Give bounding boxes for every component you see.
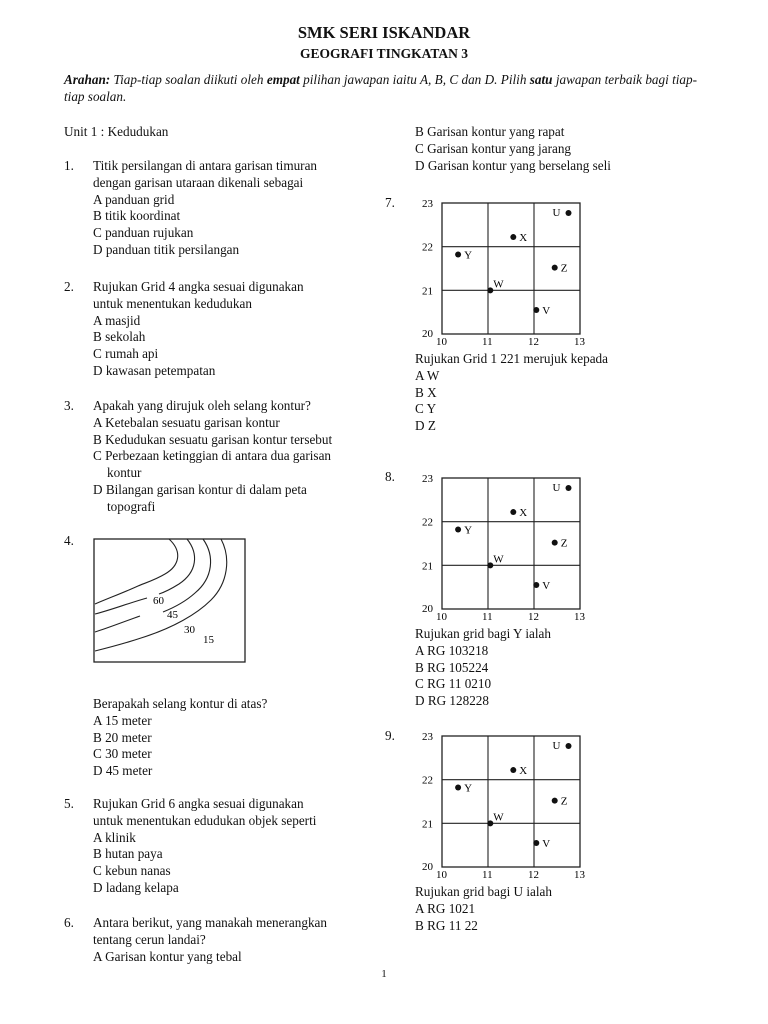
y-tick-label: 22	[422, 241, 433, 254]
option: D kawasan petempatan	[93, 362, 216, 378]
y-tick-label: 22	[422, 774, 433, 787]
option: B RG 11 22	[415, 917, 478, 933]
point-label: X	[519, 507, 528, 520]
question-8-number: 8.	[385, 469, 395, 484]
option: A W	[415, 367, 440, 383]
question-7-number: 7.	[385, 195, 395, 210]
option: C 30 meter	[93, 746, 152, 762]
option: D 45 meter	[93, 763, 153, 779]
x-tick-label: 11	[482, 336, 493, 345]
option: C Garisan kontur yang jarang	[415, 140, 572, 156]
y-tick-label: 21	[422, 285, 433, 298]
question-6-continued	[415, 124, 715, 174]
y-tick-label: 20	[422, 603, 433, 615]
option: C panduan rujukan	[93, 225, 194, 241]
contour-label: 45	[167, 609, 178, 621]
x-tick-label: 13	[574, 611, 585, 620]
x-tick-label: 13	[574, 336, 585, 345]
point-label: Z	[560, 262, 568, 275]
grid-map-q8	[415, 470, 595, 620]
instructions-label: Arahan:	[64, 72, 111, 87]
x-tick-label: 11	[482, 869, 493, 878]
contour-label: 30	[184, 624, 195, 636]
contour-label: 15	[203, 634, 214, 646]
option: C kebun nanas	[93, 863, 171, 879]
y-tick-label: 22	[422, 516, 433, 529]
option: D panduan titik persilangan	[93, 241, 240, 257]
y-tick-label: 20	[422, 861, 433, 873]
point-u	[566, 210, 572, 216]
point-label: W	[493, 278, 504, 291]
point-label: U	[552, 482, 561, 495]
grid-frame	[442, 736, 580, 867]
option: D RG 128228	[415, 693, 489, 709]
x-tick-label: 11	[482, 611, 493, 620]
point-label: Z	[560, 795, 568, 808]
point-v	[533, 840, 539, 846]
option: D Garisan kontur yang berselang seli	[415, 157, 611, 173]
option: B Garisan kontur yang rapat	[415, 124, 565, 139]
point-label: U	[552, 740, 561, 753]
point-label: V	[542, 304, 551, 317]
option: A masjid	[93, 312, 141, 328]
option: C RG 11 0210	[415, 676, 492, 692]
option: B hutan paya	[93, 846, 163, 862]
option: B X	[415, 384, 437, 400]
point-label: U	[552, 207, 561, 220]
option: C Perbezaan ketinggian di antara dua garisan	[93, 448, 332, 464]
option: C Y	[415, 401, 437, 417]
point-v	[533, 582, 539, 588]
x-tick-label: 12	[528, 611, 539, 620]
point-z	[552, 540, 558, 546]
subject-title: GEOGRAFI TINGKATAN 3	[299, 46, 469, 61]
grid-map-q7	[415, 195, 595, 345]
option: B RG 105224	[415, 659, 489, 675]
option: C rumah api	[93, 346, 159, 362]
point-label: Y	[464, 249, 473, 262]
x-tick-label: 13	[574, 869, 585, 878]
y-tick-label: 23	[422, 731, 433, 743]
option: B Kedudukan sesuatu garisan kontur tersebut	[93, 431, 333, 447]
question-4-number: 4.	[64, 533, 74, 548]
point-label: V	[542, 579, 551, 592]
point-label: X	[519, 765, 528, 778]
y-tick-label: 20	[422, 328, 433, 340]
option: A RG 1021	[415, 900, 476, 916]
y-tick-label: 21	[422, 818, 433, 831]
page-number: 1	[381, 968, 387, 980]
option: A 15 meter	[93, 712, 152, 728]
option: A panduan grid	[93, 191, 175, 207]
point-label: W	[493, 811, 504, 824]
y-tick-label: 23	[422, 473, 433, 485]
question-9: Rujukan grid bagi U ialah A RG 1021 B RG 11 22	[415, 884, 715, 934]
option: A Garisan kontur yang tebal	[93, 948, 242, 964]
point-label: Z	[560, 537, 568, 550]
option: D ladang kelapa	[93, 879, 179, 895]
point-z	[552, 265, 558, 271]
grid-frame	[442, 478, 580, 609]
contour-label: 60	[153, 595, 164, 607]
point-u	[566, 485, 572, 491]
point-x	[510, 234, 516, 240]
option: B titik koordinat	[93, 208, 181, 224]
option: B sekolah	[93, 329, 146, 345]
x-tick-label: 12	[528, 336, 539, 345]
question-8: Rujukan grid bagi Y ialah A RG 103218 B RG 105224 C RG 11 0210 D RG 128228	[415, 626, 715, 710]
point-label: W	[493, 553, 504, 566]
point-label: V	[542, 837, 551, 850]
grid-frame	[442, 203, 580, 334]
point-label: Y	[464, 782, 473, 795]
option: A Ketebalan sesuatu garisan kontur	[93, 414, 280, 430]
point-u	[566, 743, 572, 749]
point-v	[533, 307, 539, 313]
x-tick-label: 10	[436, 869, 447, 878]
point-y	[455, 527, 461, 533]
option: D Z	[415, 418, 436, 434]
x-tick-label: 10	[436, 611, 447, 620]
point-label: X	[519, 232, 528, 245]
point-z	[552, 798, 558, 804]
question-9-number: 9.	[385, 728, 395, 743]
point-x	[510, 767, 516, 773]
unit-heading: Unit 1 : Kedudukan	[64, 124, 169, 139]
option: D Bilangan garisan kontur di dalam peta	[93, 481, 307, 497]
point-y	[455, 785, 461, 791]
question-7: Rujukan Grid 1 221 merujuk kepada A W B X C Y D Z	[415, 351, 715, 435]
grid-map-q9	[415, 728, 595, 878]
point-label: Y	[464, 524, 473, 537]
option: A klinik	[93, 829, 136, 845]
y-tick-label: 23	[422, 198, 433, 210]
x-tick-label: 12	[528, 869, 539, 878]
x-tick-label: 10	[436, 336, 447, 345]
option: B 20 meter	[93, 729, 152, 745]
point-y	[455, 252, 461, 258]
instructions: Arahan: Tiap-tiap soalan diikuti oleh empat pilihan jawapan iaitu A, B, C dan D. Pilih satu jawapan terbaik bagi tiap-tiap soalan.	[64, 72, 698, 104]
option: A RG 103218	[415, 642, 489, 658]
school-title: SMK SERI ISKANDAR	[297, 23, 471, 42]
point-x	[510, 509, 516, 515]
contour-map	[93, 538, 247, 664]
y-tick-label: 21	[422, 560, 433, 573]
